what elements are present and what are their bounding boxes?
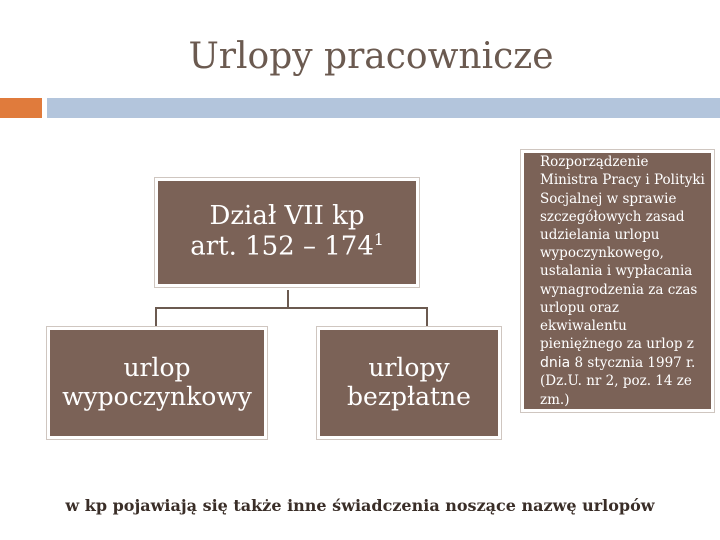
- accent-bar-blue: [47, 98, 720, 118]
- connector-right-drop: [426, 307, 428, 327]
- node-dzial-vii-articles: art. 152 – 174: [190, 231, 374, 262]
- node-urlop-wypoczynkowy: [47, 327, 267, 439]
- node-dzial-vii-sup: 1: [373, 231, 384, 250]
- node-dzial-vii: [155, 178, 419, 287]
- connector-vertical-top: [287, 290, 289, 308]
- regulation-text-c: 8 stycznia 1997 r. (Dz.U. nr 2, poz. 14 ze zm.): [540, 354, 696, 408]
- footer-note: w kp pojawiają się także inne świadczenia noszące nazwę urlopów: [65, 496, 655, 515]
- node-urlopy-bezplatne-line2: bezpłatne: [347, 382, 471, 411]
- regulation-text-a: Rozporządzenie Ministra Pracy i Polityki Socjalnej w sprawie szczegółowych zasad udzielania urlopu wypoczynkowego, ustalania i wypłacania wynagrodzenia za czas urlopu oraz ekwiwalentu pieniężnego za urlop z: [540, 154, 705, 353]
- connector-horizontal: [155, 307, 428, 309]
- node-dzial-vii-line1: Dział VII kp: [209, 201, 365, 232]
- regulation-text: [540, 153, 705, 409]
- node-urlop-wypoczynkowy-line1: urlop: [123, 353, 191, 383]
- regulation-text-b: dnia: [540, 354, 571, 371]
- node-urlopy-bezplatne-line1: urlopy: [368, 353, 450, 383]
- slide-title: Urlopy pracownicze: [188, 36, 554, 77]
- accent-bar-orange: [0, 98, 42, 118]
- node-urlop-wypoczynkowy-line2: wypoczynkowy: [62, 382, 252, 411]
- regulation-note: [521, 150, 714, 412]
- node-dzial-vii-line2: [190, 232, 384, 263]
- node-urlopy-bezplatne: [317, 327, 501, 439]
- connector-left-drop: [155, 307, 157, 327]
